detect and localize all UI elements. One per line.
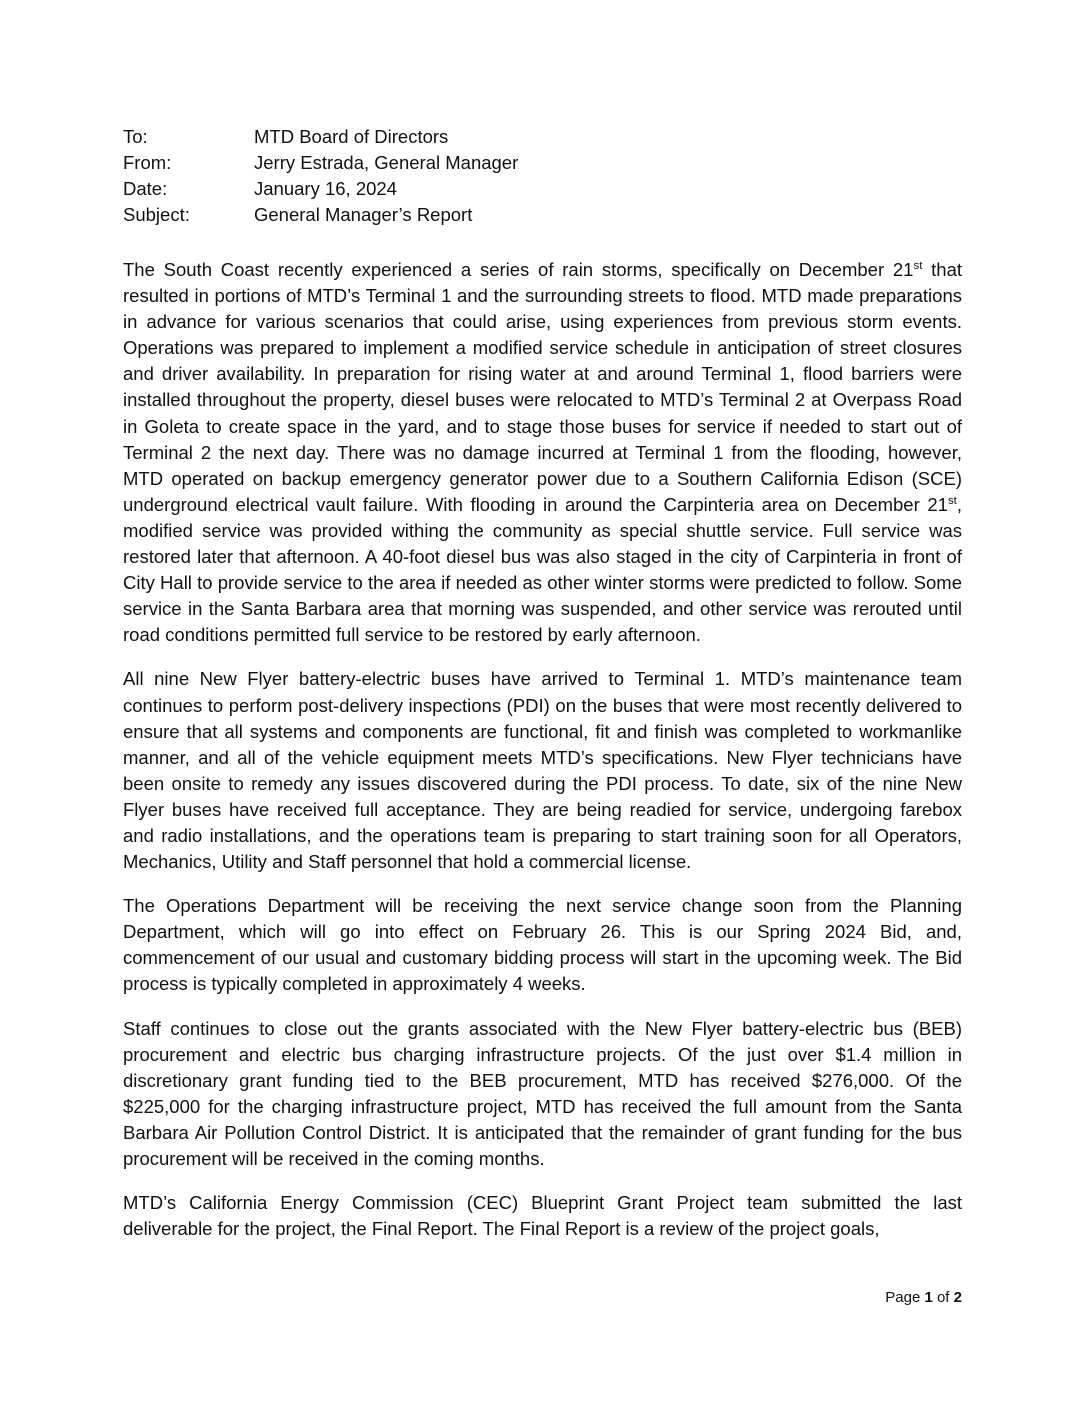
body-paragraph: The South Coast recently experienced a series of rain storms, specifically on December 21st that resulted in portions of MTD’s Terminal 1 and the surrounding streets to flood. MTD made preparations in advance for various scenarios that could arise, using experiences from previous storm events. Operations was prepared to implement a modified service schedule in anticipation of street closures and driver availability. In preparation for rising water at and around Terminal 1, flood barriers were installed throughout the property, diesel buses were relocated to MTD’s Terminal 2 at Overpass Road in Goleta to create space in the yard, and to stage those buses for service if needed to start out of Terminal 2 the next day. There was no damage incurred at Terminal 1 from the flooding, however, MTD operated on backup emergency generator power due to a Southern California Edison (SCE) underground electrical vault failure. With flooding in around the Carpinteria area on December 21st, modified service was provided withing the community as special shuttle service. Full service was restored later that afternoon. A 40-foot diesel bus was also staged in the city of Carpinteria in front of City Hall to provide service to the area if needed as other winter storms were predicted to follow. Some service in the Santa Barbara area that morning was suspended, and other service was rerouted until road conditions permitted full service to be restored by early afternoon. (123, 259, 963, 646)
memo-value: MTD Board of Directors (254, 126, 449, 147)
memo-label: To: (123, 126, 148, 147)
memo-row (123, 124, 963, 150)
document-body (123, 257, 962, 1242)
ordinal-superscript: st (947, 494, 957, 507)
footer-current-page: 1 (924, 1289, 933, 1306)
memo-label: Date: (123, 178, 168, 199)
memo-label: From: (123, 152, 172, 173)
body-paragraph: The Operations Department will be receiving the next service change soon from the Planning Department, which will go into effect on February 26. This is our Spring 2024 Bid, and, commencement of our usual and customary bidding process will start in the upcoming week. The Bid process is typically completed in approximately 4 weeks. (123, 895, 962, 995)
memo-label: Subject: (123, 204, 190, 225)
body-paragraph: MTD’s California Energy Commission (CEC) Blueprint Grant Project team submitted the last deliverable for the project, the Final Report. The Final Report is a review of the project goals, (123, 1192, 962, 1240)
memo-row (123, 202, 963, 228)
footer-separator: of (932, 1289, 954, 1306)
body-paragraph: All nine New Flyer battery-electric buses have arrived to Terminal 1. MTD’s maintenance team continues to perform post-delivery inspections (PDI) on the buses that were most recently delivered to ensure that all systems and components are functional, fit and finish was completed to workmanlike manner, and all of the vehicle equipment meets MTD’s specifications. New Flyer technicians have been onsite to remedy any issues discovered during the PDI process. To date, six of the nine New Flyer buses have received full acceptance. They are being readied for service, undergoing farebox and radio installations, and the operations team is preparing to start training soon for all Operators, Mechanics, Utility and Staff personnel that hold a commercial license. (123, 668, 962, 873)
memo-row (123, 176, 963, 202)
memo-row (123, 150, 963, 176)
memo-value: January 16, 2024 (254, 178, 397, 199)
footer-page-prefix: Page (885, 1289, 925, 1306)
body-paragraph: Staff continues to close out the grants associated with the New Flyer battery-electric bus (BEB) procurement and electric bus charging infrastructure projects. Of the just over $1.4 million in discretionary grant funding tied to the BEB procurement, MTD has received $276,000. Of the $225,000 for the charging infrastructure project, MTD has received the full amount from the Santa Barbara Air Pollution Control District. It is anticipated that the remainder of grant funding for the bus procurement will be received in the coming months. (123, 1017, 962, 1169)
page-footer (123, 1288, 962, 1308)
ordinal-superscript: st (913, 259, 923, 272)
memo-value: General Manager’s Report (254, 204, 473, 225)
memo-header-block (123, 124, 963, 228)
memo-value: Jerry Estrada, General Manager (254, 152, 519, 173)
footer-total-pages: 2 (953, 1289, 962, 1306)
